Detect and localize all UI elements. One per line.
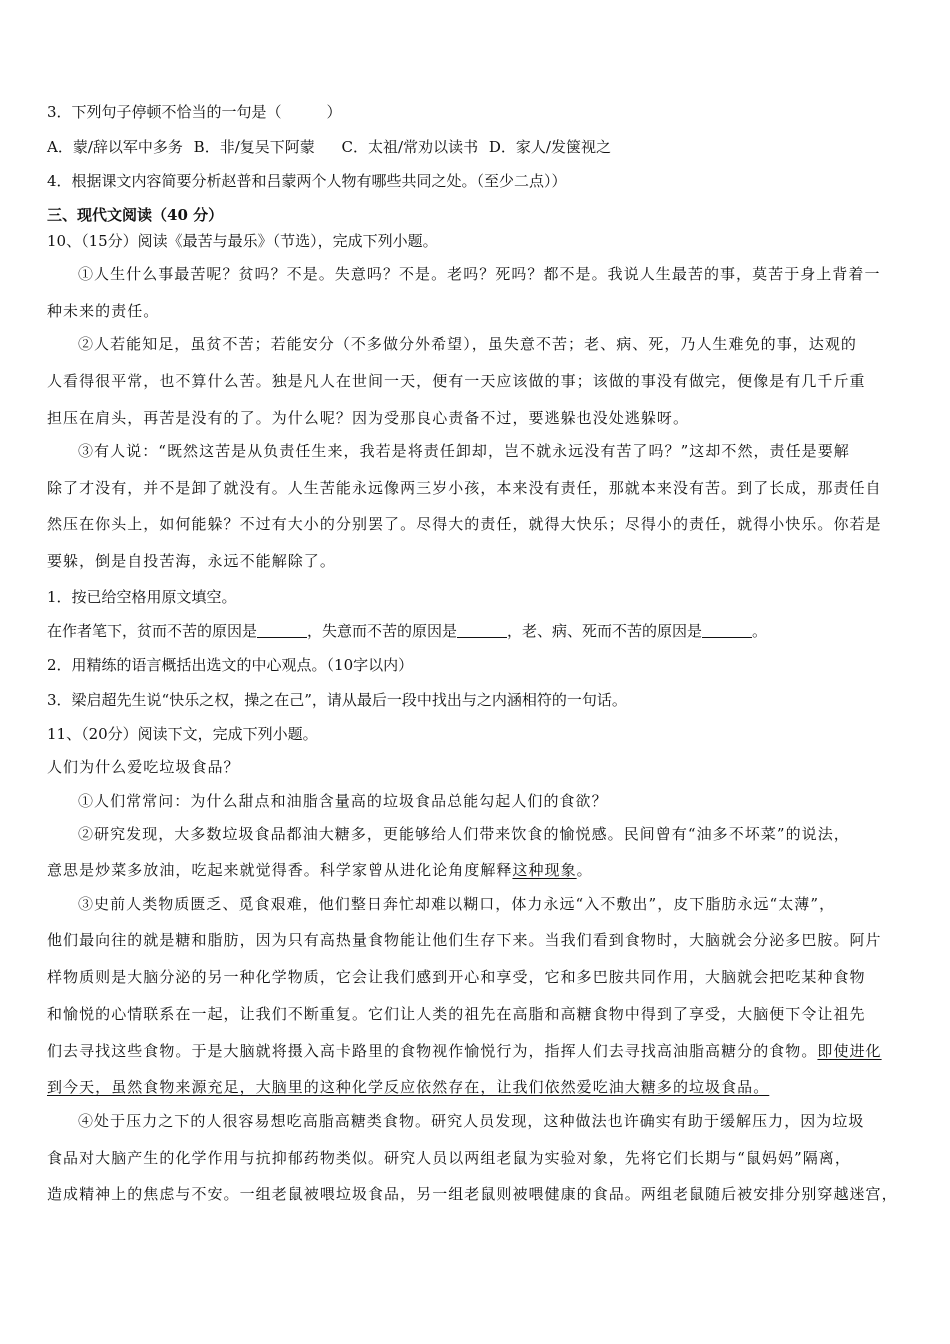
passage-10-line: ①人生什么事最苦呢？贫吗？不是。失意吗？不是。老吗？死吗？都不是。我说人生最苦的事，莫苦于身上背着一 (78, 265, 881, 283)
passage-11-line: 造成精神上的焦虑与不安。一组老鼠被喂垃圾食品，另一组老鼠则被喂健康的食品。两组老鼠随后被安排分别穿越迷宫， (47, 1185, 898, 1203)
passage-11-line: ④处于压力之下的人很容易想吃高脂高糖类食物。研究人员发现，这种做法也许确实有助于缓解压力，因为垃圾 (78, 1112, 865, 1130)
subquestion-3: 3．梁启超先生说“快乐之权，操之在己”，请从最后一段中找出与之内涵相符的一句话。 (47, 691, 627, 709)
passage-10-line: 然压在你头上，如何能躲？不过有大小的分别罢了。尽得大的责任，就得大快乐；尽得小的责任，就得小快乐。你若是 (47, 515, 882, 533)
passage-11-line: 样物质则是大脑分泌的另一种化学物质，它会让我们感到开心和享受，它和多巴胺共同作用，大脑就会把吃某种食物 (47, 968, 866, 986)
answer-blank-1[interactable] (257, 623, 307, 638)
option-b[interactable]: B．非/复吴下阿蒙 (193, 138, 315, 156)
passage-text: 意思是炒菜多放油，吃起来就觉得香。科学家曾从进化论角度解释 (47, 861, 513, 879)
passage-11-line: ③史前人类物质匮乏、觅食艰难，他们整日奔忙却难以糊口，体力永远“入不敷出”，皮下脂肪永远“太薄”， (78, 895, 836, 913)
passage-text: 。 (576, 861, 593, 879)
option-c[interactable]: C．太祖/常劝以读书 (341, 138, 479, 156)
underlined-sentence: 到今天，虽然食物来源充足，大脑里的这种化学反应依然存在，让我们依然爱吃油大糖多的垃圾食品。 (47, 1078, 770, 1096)
passage-11-line (47, 1077, 769, 1097)
underlined-sentence: 即使进化 (817, 1042, 882, 1060)
passage-11-line: 食品对大脑产生的化学作用与抗抑郁药物类似。研究人员以两组老鼠为实验对象，先将它们长期与“鼠妈妈”隔离， (47, 1149, 851, 1167)
fill-text: 。 (752, 622, 768, 640)
option-a[interactable]: A．蒙/辞以军中多务 (47, 138, 183, 156)
subquestion-2: 2．用精练的语言概括出选文的中心观点。（10字以内） (47, 656, 414, 674)
fill-text: ，失意而不苦的原因是 (307, 622, 458, 640)
subquestion-1: 1．按已给空格用原文填空。 (47, 588, 237, 606)
passage-11-intro: 11、（20分）阅读下文，完成下列小题。 (47, 725, 318, 743)
passage-11-line (47, 1041, 882, 1061)
passage-11-line: 他们最向往的就是糖和脂肪，因为只有高热量食物能让他们生存下来。当我们看到食物时，大脑就会分泌多巴胺。阿片 (47, 931, 882, 949)
passage-11-line: ②研究发现，大多数垃圾食品都油大糖多，更能够给人们带来饮食的愉悦感。民间曾有“油多不坏菜”的说法， (78, 825, 850, 843)
answer-blank-3[interactable] (702, 623, 752, 638)
option-d[interactable]: D．家人/发箧视之 (488, 138, 611, 156)
question-3-stem: 3．下列句子停顿不恰当的一句是（ ） (47, 103, 342, 121)
passage-text: 们去寻找这些食物。于是大脑就将摄入高卡路里的食物视作愉悦行为，指挥人们去寻找高油脂高糖分的食物。 (47, 1042, 818, 1060)
fill-text: 在作者笔下，贫而不苦的原因是 (47, 622, 258, 640)
answer-blank-2[interactable] (457, 623, 507, 638)
question-3-options (47, 137, 611, 157)
passage-10-line: ②人若能知足，虽贫不苦；若能安分（不多做分外希望），虽失意不苦；老、病、死，乃人生难免的事，达观的 (78, 335, 857, 353)
passage-10-intro: 10、（15分）阅读《最苦与最乐》（节选），完成下列小题。 (47, 232, 438, 250)
passage-11-line: ①人们常常问：为什么甜点和油脂含量高的垃圾食品总能勾起人们的食欲？ (78, 792, 608, 810)
passage-10-line: 人看得很平常，也不算什么苦。独是凡人在世间一天，便有一天应该做的事；该做的事没有做完，便像是有几千斤重 (47, 372, 866, 390)
passage-11-line: 和愉悦的心情联系在一起，让我们不断重复。它们让人类的祖先在高脂和高糖食物中得到了享受，大脑便下令让祖先 (47, 1005, 866, 1023)
passage-11-line (47, 860, 593, 880)
passage-10-line: 担压在肩头，再苦是没有的了。为什么呢？因为受那良心责备不过，要逃躲也没处逃躲呀。 (47, 409, 690, 427)
passage-10-line: ③有人说：“既然这苦是从负责任生来，我若是将责任卸却，岂不就永远没有苦了吗？”这却不然，责任是要解 (78, 442, 850, 460)
passage-10-line: 种未来的责任。 (47, 302, 160, 320)
passage-10-line: 要躲，倒是自投苦海，永远不能解除了。 (47, 552, 336, 570)
passage-11-title: 人们为什么爱吃垃圾食品？ (47, 758, 240, 776)
passage-10-line: 除了才没有，并不是卸了就没有。人生苦能永远像两三岁小孩，本来没有责任，那就本来没有苦。到了长成，那责任自 (47, 479, 882, 497)
fill-in-blank-line (47, 621, 767, 641)
question-4: 4．根据课文内容简要分析赵普和吕蒙两个人物有哪些共同之处。（至少二点）） (47, 172, 567, 190)
fill-text: ，老、病、死而不苦的原因是 (507, 622, 703, 640)
underlined-phrase: 这种现象 (512, 861, 577, 879)
section-heading: 三、现代文阅读（40 分） (47, 206, 224, 224)
